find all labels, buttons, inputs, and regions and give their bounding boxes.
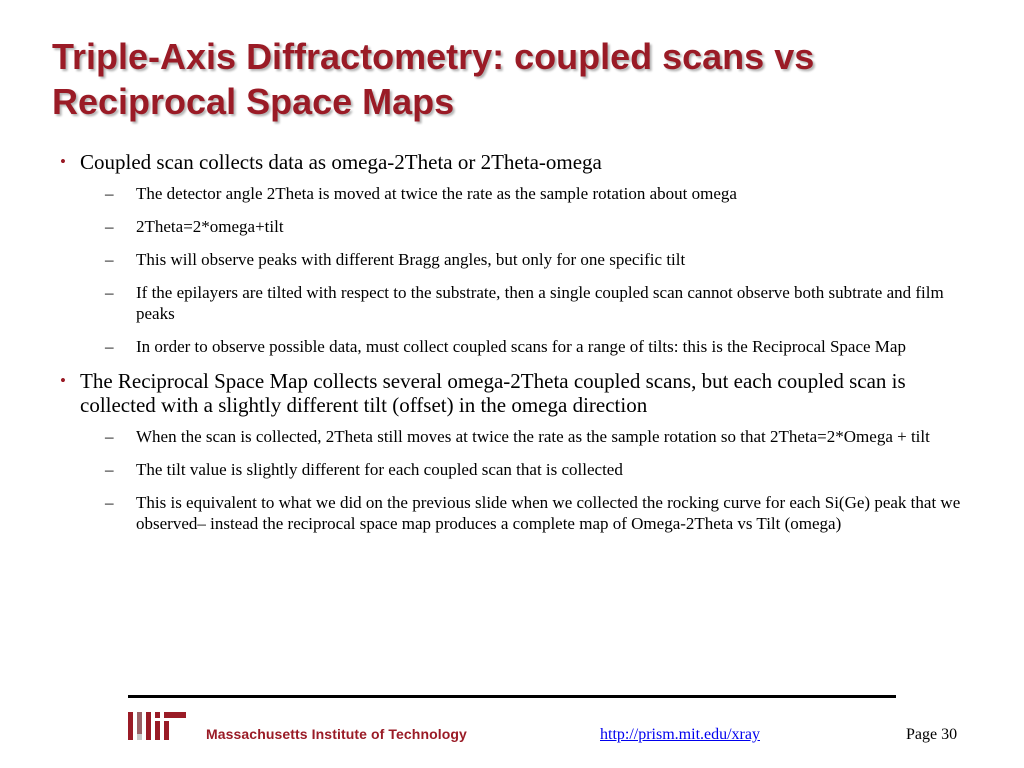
- dash-icon: –: [105, 217, 114, 236]
- sub-bullet-item: – When the scan is collected, 2Theta still moves at twice the rate as the sample rotation so that 2Theta=2*Omega + tilt: [105, 427, 930, 446]
- dash-icon: –: [105, 250, 114, 269]
- bullet-item: [60, 369, 980, 417]
- dash-icon: –: [105, 460, 114, 479]
- mit-logo-icon: [128, 712, 186, 740]
- bullet-item: [60, 150, 980, 174]
- sub-bullet-item: – If the epilayers are tilted with respect to the substrate, then a single coupled scan cannot observe both subtrate and film peaks: [105, 283, 944, 323]
- slide-title: Triple-Axis Diffractometry: coupled scans vs Reciprocal Space Maps: [52, 36, 815, 122]
- sub-bullet-list: [60, 183, 980, 357]
- dash-icon: –: [105, 184, 114, 203]
- sub-bullet-item: – The detector angle 2Theta is moved at twice the rate as the sample rotation about omega: [105, 184, 737, 203]
- footer-divider: [128, 695, 896, 698]
- page-number: Page 30: [906, 726, 958, 743]
- bullet-text: The Reciprocal Space Map collects several omega-2Theta coupled scans, but each coupled scan is collected with a slightly different tilt (offset) in the omega direction: [80, 369, 906, 417]
- dash-icon: –: [105, 283, 114, 302]
- slide-body: [60, 150, 980, 546]
- dash-icon: –: [105, 493, 114, 512]
- institution-name: Massachusetts Institute of Technology: [206, 726, 467, 742]
- sub-bullet-item: – This is equivalent to what we did on the previous slide when we collected the rocking curve for each Si(Ge) peak that we observed– instead the reciprocal space map produces a complete map of Omega-2Theta vs Tilt (omega): [105, 493, 961, 533]
- sub-bullet-item: – The tilt value is slightly different for each coupled scan that is collected: [105, 460, 623, 479]
- bullet-text: Coupled scan collects data as omega-2Theta or 2Theta-omega: [80, 150, 602, 174]
- bullet-icon: •: [60, 152, 66, 171]
- sub-bullet-item: – 2Theta=2*omega+tilt: [105, 217, 284, 236]
- bullet-icon: •: [60, 371, 66, 390]
- dash-icon: –: [105, 427, 114, 446]
- dash-icon: –: [105, 337, 114, 356]
- sub-bullet-list: [60, 426, 980, 534]
- sub-bullet-item: – This will observe peaks with different Bragg angles, but only for one specific tilt: [105, 250, 686, 269]
- sub-bullet-item: – In order to observe possible data, must collect coupled scans for a range of tilts: this is the Reciprocal Space Map: [105, 337, 906, 356]
- footer-link[interactable]: http://prism.mit.edu/xray: [600, 726, 760, 743]
